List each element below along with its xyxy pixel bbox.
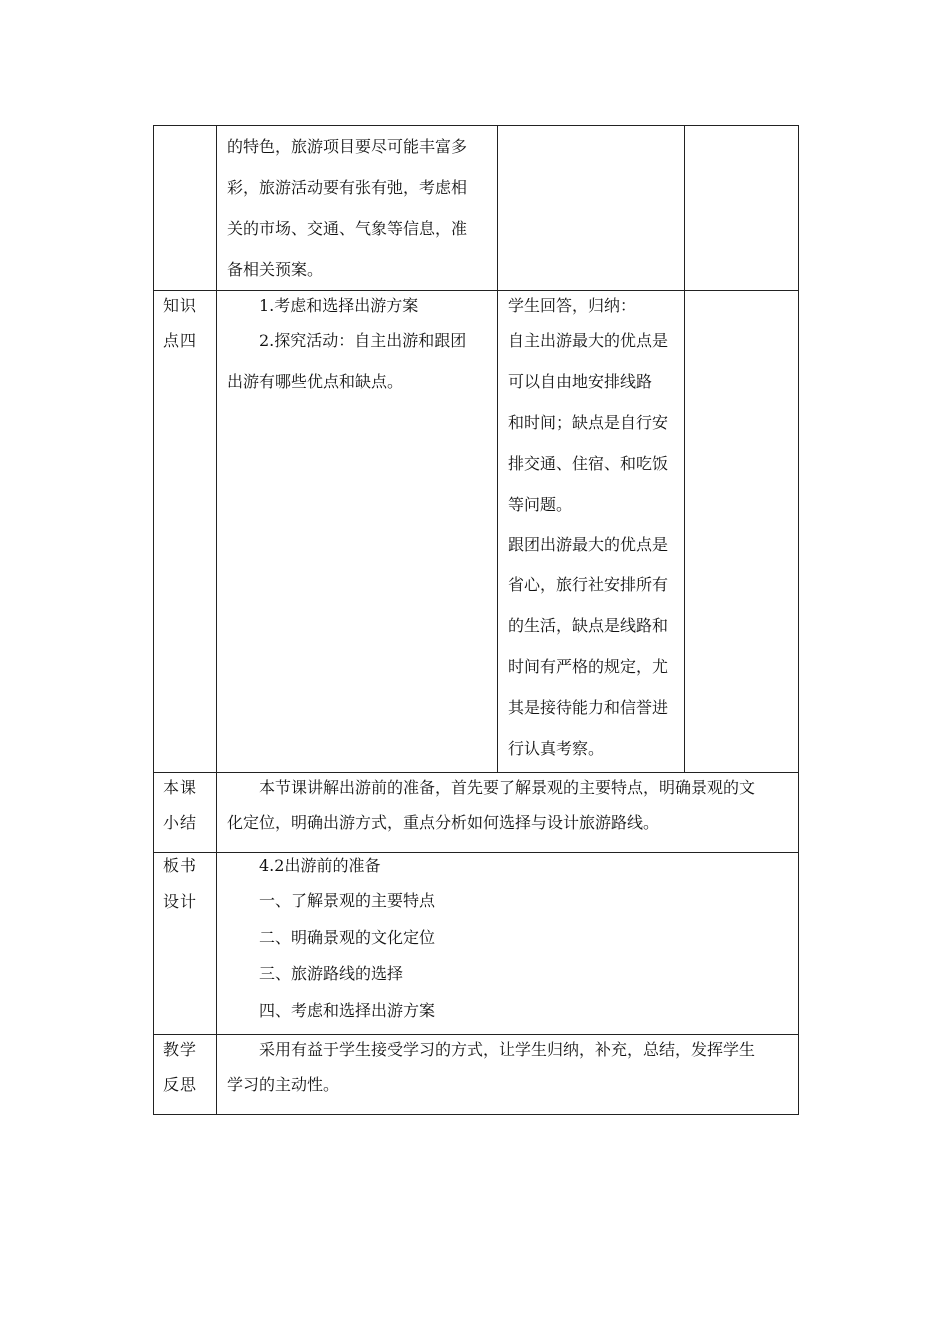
row-knowledge-point-4 [154, 291, 799, 773]
row-knowledge-point-4-notes [685, 291, 799, 773]
answer-line: 其是接待能力和信誉进 [508, 698, 669, 717]
row-summary [154, 773, 799, 853]
answer-line: 的生活，缺点是线路和 [508, 616, 669, 635]
answer-line: 学生回答，归纳： [508, 296, 637, 315]
answer-line: 跟团出游最大的优点是 [508, 535, 669, 554]
answer-line: 行认真考察。 [508, 739, 605, 758]
text-line: 关的市场、交通、气象等信息，准 [227, 219, 468, 238]
row-continuation-content [217, 126, 498, 291]
row-label [154, 773, 217, 853]
item-2-continued: 出游有哪些优点和缺点。 [227, 372, 404, 391]
reflection-line: 采用有益于学生接受学习的方式，让学生归纳，补充，总结，发挥学生 [259, 1040, 756, 1059]
answer-line: 自主出游最大的优点是 [508, 331, 669, 350]
row-continuation [154, 126, 799, 291]
answer-line: 时间有严格的规定，尤 [508, 657, 669, 676]
item-2: 2.探究活动：自主出游和跟团 [259, 331, 467, 350]
summary-line: 化定位，明确出游方式，重点分析如何选择与设计旅游路线。 [227, 813, 660, 832]
text-line: 备相关预案。 [227, 260, 324, 279]
reflection-line: 学习的主动性。 [227, 1075, 340, 1094]
answer-line: 排交通、住宿、和吃饭 [508, 454, 669, 473]
row-continuation-answer [498, 126, 685, 291]
label-line: 板书 [163, 856, 198, 875]
row-continuation-label [154, 126, 217, 291]
answer-line: 和时间；缺点是自行安 [508, 413, 669, 432]
board-line: 4.2出游前的准备 [259, 856, 381, 875]
label-line: 设计 [163, 892, 198, 911]
row-label [154, 853, 217, 1035]
item-1: 1.考虑和选择出游方案 [259, 296, 419, 315]
row-board-design [154, 853, 799, 1035]
summary-content [217, 773, 799, 853]
board-line: 二、明确景观的文化定位 [259, 928, 436, 947]
label-line: 教学 [163, 1040, 198, 1059]
row-continuation-notes [685, 126, 799, 291]
label-line: 点四 [163, 331, 198, 350]
board-line: 一、了解景观的主要特点 [259, 891, 436, 910]
board-content [217, 853, 799, 1035]
reflection-content [217, 1035, 799, 1115]
summary-line: 本节课讲解出游前的准备，首先要了解景观的主要特点，明确景观的文 [259, 778, 756, 797]
text-line: 的特色，旅游项目要尽可能丰富多 [227, 137, 468, 156]
label-line: 反思 [163, 1075, 198, 1094]
row-knowledge-point-4-content [217, 291, 498, 773]
answer-line: 省心，旅行社安排所有 [508, 575, 669, 594]
board-line: 三、旅游路线的选择 [259, 964, 404, 983]
label-line: 知识 [163, 296, 198, 315]
label-line: 本课 [163, 778, 198, 797]
board-line: 四、考虑和选择出游方案 [259, 1001, 436, 1020]
row-label [154, 291, 217, 773]
label-line: 小结 [163, 813, 198, 832]
row-reflection [154, 1035, 799, 1115]
lesson-table [153, 125, 799, 1115]
answer-line: 可以自由地安排线路 [508, 372, 653, 391]
row-knowledge-point-4-answer [498, 291, 685, 773]
text-line: 彩，旅游活动要有张有弛，考虑相 [227, 178, 468, 197]
row-label [154, 1035, 217, 1115]
answer-line: 等问题。 [508, 495, 573, 514]
